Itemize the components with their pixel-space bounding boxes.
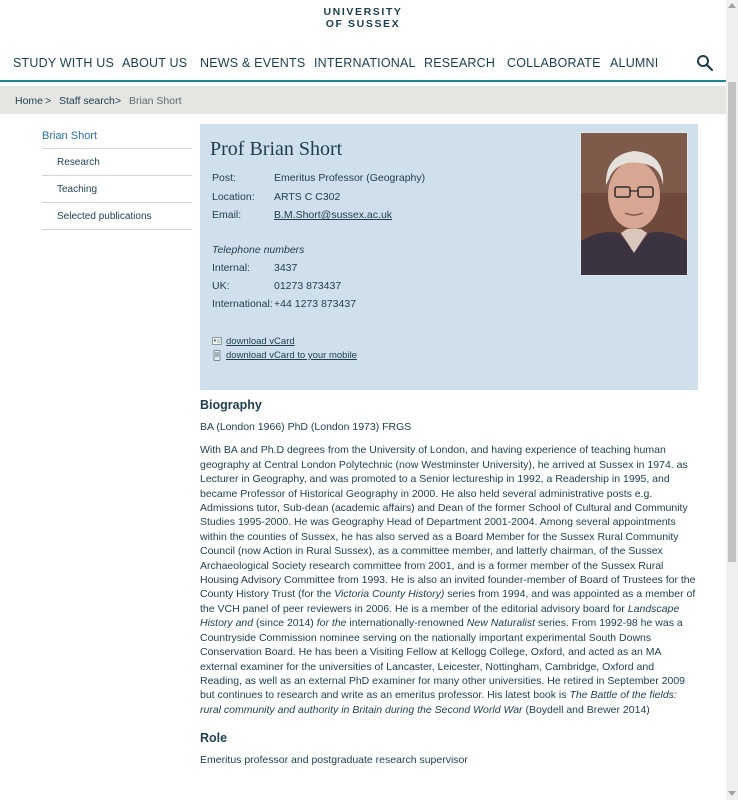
bio-italic: The Battle of the fields: rural community and authority in Britain during the Second World War xyxy=(200,689,677,716)
breadcrumb-current: Brian Short xyxy=(129,95,182,107)
search-icon[interactable] xyxy=(696,54,714,72)
nav-study-with-us[interactable]: STUDY WITH US xyxy=(13,56,114,70)
sidebar-item-profile[interactable]: Brian Short xyxy=(42,124,192,149)
role-heading: Role xyxy=(200,731,228,746)
telephone-heading: Telephone numbers xyxy=(212,244,305,256)
bio-italic: Landscape History and xyxy=(200,602,680,630)
bio-part: With BA and Ph.D degrees from the University of London, and having experience of teaching human geography at Central London Polytechnic (now Westminster University), he arrived at Sussex in 1974. as Lecturer in Geography, and was promoted to a Senior lectureship in 1992, a Readership in 1995, and became Professor of Historical Geography in 2000. He also held several administrative posts e.g. Admissions tutor, Sub-dean (academic affairs) and Dean of the former School of Cultural and Community Studies 1995-2000. He was Geography Head of Department 2001-2004. Among several appointments within the counties of Sussex, he has also served as a Board Member for the Sussex Rural Community Council (now Action in Rural Sussex), as a committee member, and latterly chairman, of the Sussex Archaeological Society research committee from 2001, and is a former member of the Sussex Rural Housing Advisory Committee from 1993. He is also an invited founder-member of Board of Trustees for the County History Trust (for the xyxy=(200,444,696,601)
vcard-mobile-label[interactable]: download vCard to your mobile xyxy=(226,350,357,361)
biography-degrees: BA (London 1966) PhD (London 1973) FRGS xyxy=(200,421,412,433)
profile-photo xyxy=(580,132,688,276)
bio-part: series. From 1992-98 he was a Countryside Commission nominee serving on the nationally important experimental South Downs Conservation Board. He has been a Visiting Fellow at Kellogg College, Oxford, and acted as an MA external examiner for the universities of Lancaster, Leicester, Nottingham, Cambridge, Oxford and Reading, as well as an external PhD examiner for many other universities. He retired in September 2009 but continues to research and write as an emeritus professor. His latest book is xyxy=(200,617,685,702)
scroll-down-icon[interactable] xyxy=(728,791,736,796)
uk-label: UK: xyxy=(212,280,230,292)
main-navigation xyxy=(0,50,726,78)
location-label: Location: xyxy=(212,191,255,203)
email-link[interactable]: B.M.Short@sussex.ac.uk xyxy=(274,209,393,221)
international-value: +44 1273 873437 xyxy=(274,298,357,310)
location-value: ARTS C C302 xyxy=(274,191,341,203)
nav-research[interactable]: RESEARCH xyxy=(424,56,496,70)
international-label: International: xyxy=(212,298,273,310)
breadcrumb-staff-search[interactable]: Staff search xyxy=(59,95,115,107)
nav-about-us[interactable]: ABOUT US xyxy=(122,56,188,70)
breadcrumb-home[interactable]: Home xyxy=(15,95,44,107)
nav-divider xyxy=(0,80,726,82)
breadcrumb xyxy=(0,86,726,114)
vcard-icon xyxy=(212,336,222,346)
breadcrumb-separator: > xyxy=(45,95,52,107)
bio-part: series from 1994, and was appointed as a member of the VCH panel of peer reviewers in 2006. He is a member of the editorial advisory board for xyxy=(200,588,696,615)
breadcrumb-separator: > xyxy=(115,95,122,107)
logo-line-2: OF SUSSEX xyxy=(325,18,401,30)
logo-line-1: UNIVERSITY xyxy=(323,6,403,18)
sidebar-item-research[interactable]: Research xyxy=(42,149,192,176)
biography-text xyxy=(200,443,698,717)
biography-heading: Biography xyxy=(200,398,262,412)
uk-value: 01273 873437 xyxy=(274,280,342,292)
sidebar-item-selected-publications[interactable]: Selected publications xyxy=(42,203,192,230)
bio-italic: New Naturalist xyxy=(466,617,536,630)
mobile-icon xyxy=(212,350,222,360)
main-content xyxy=(200,398,698,768)
role-text: Emeritus professor and postgraduate research supervisor xyxy=(200,754,468,767)
profile-name: Prof Brian Short xyxy=(210,138,343,160)
sidebar-item-teaching[interactable]: Teaching xyxy=(42,176,192,203)
scrollbar-thumb[interactable] xyxy=(728,82,736,562)
nav-news-events[interactable]: NEWS & EVENTS xyxy=(200,56,306,70)
bio-part: internationally-renowned xyxy=(346,617,467,630)
bio-part: (Boydell and Brewer 2014) xyxy=(522,703,650,716)
nav-international[interactable]: INTERNATIONAL xyxy=(314,56,416,70)
internal-label: Internal: xyxy=(212,262,250,274)
bio-italic: Victoria County History) xyxy=(334,588,445,601)
vcard-download-label[interactable]: download vCard xyxy=(226,336,295,347)
nav-collaborate[interactable]: COLLABORATE xyxy=(507,56,601,70)
side-navigation xyxy=(42,124,192,230)
profile-card xyxy=(200,124,698,390)
scroll-up-icon[interactable] xyxy=(728,3,736,8)
bio-italic: for the xyxy=(316,617,347,630)
email-label: Email: xyxy=(212,209,242,221)
vertical-scrollbar[interactable] xyxy=(726,0,738,800)
post-label: Post: xyxy=(212,172,236,184)
internal-value: 3437 xyxy=(274,262,298,274)
nav-alumni[interactable]: ALUMNI xyxy=(610,56,659,70)
bio-part: (since 2014) xyxy=(253,617,317,630)
post-value: Emeritus Professor (Geography) xyxy=(274,172,426,184)
university-logo[interactable] xyxy=(0,6,726,30)
